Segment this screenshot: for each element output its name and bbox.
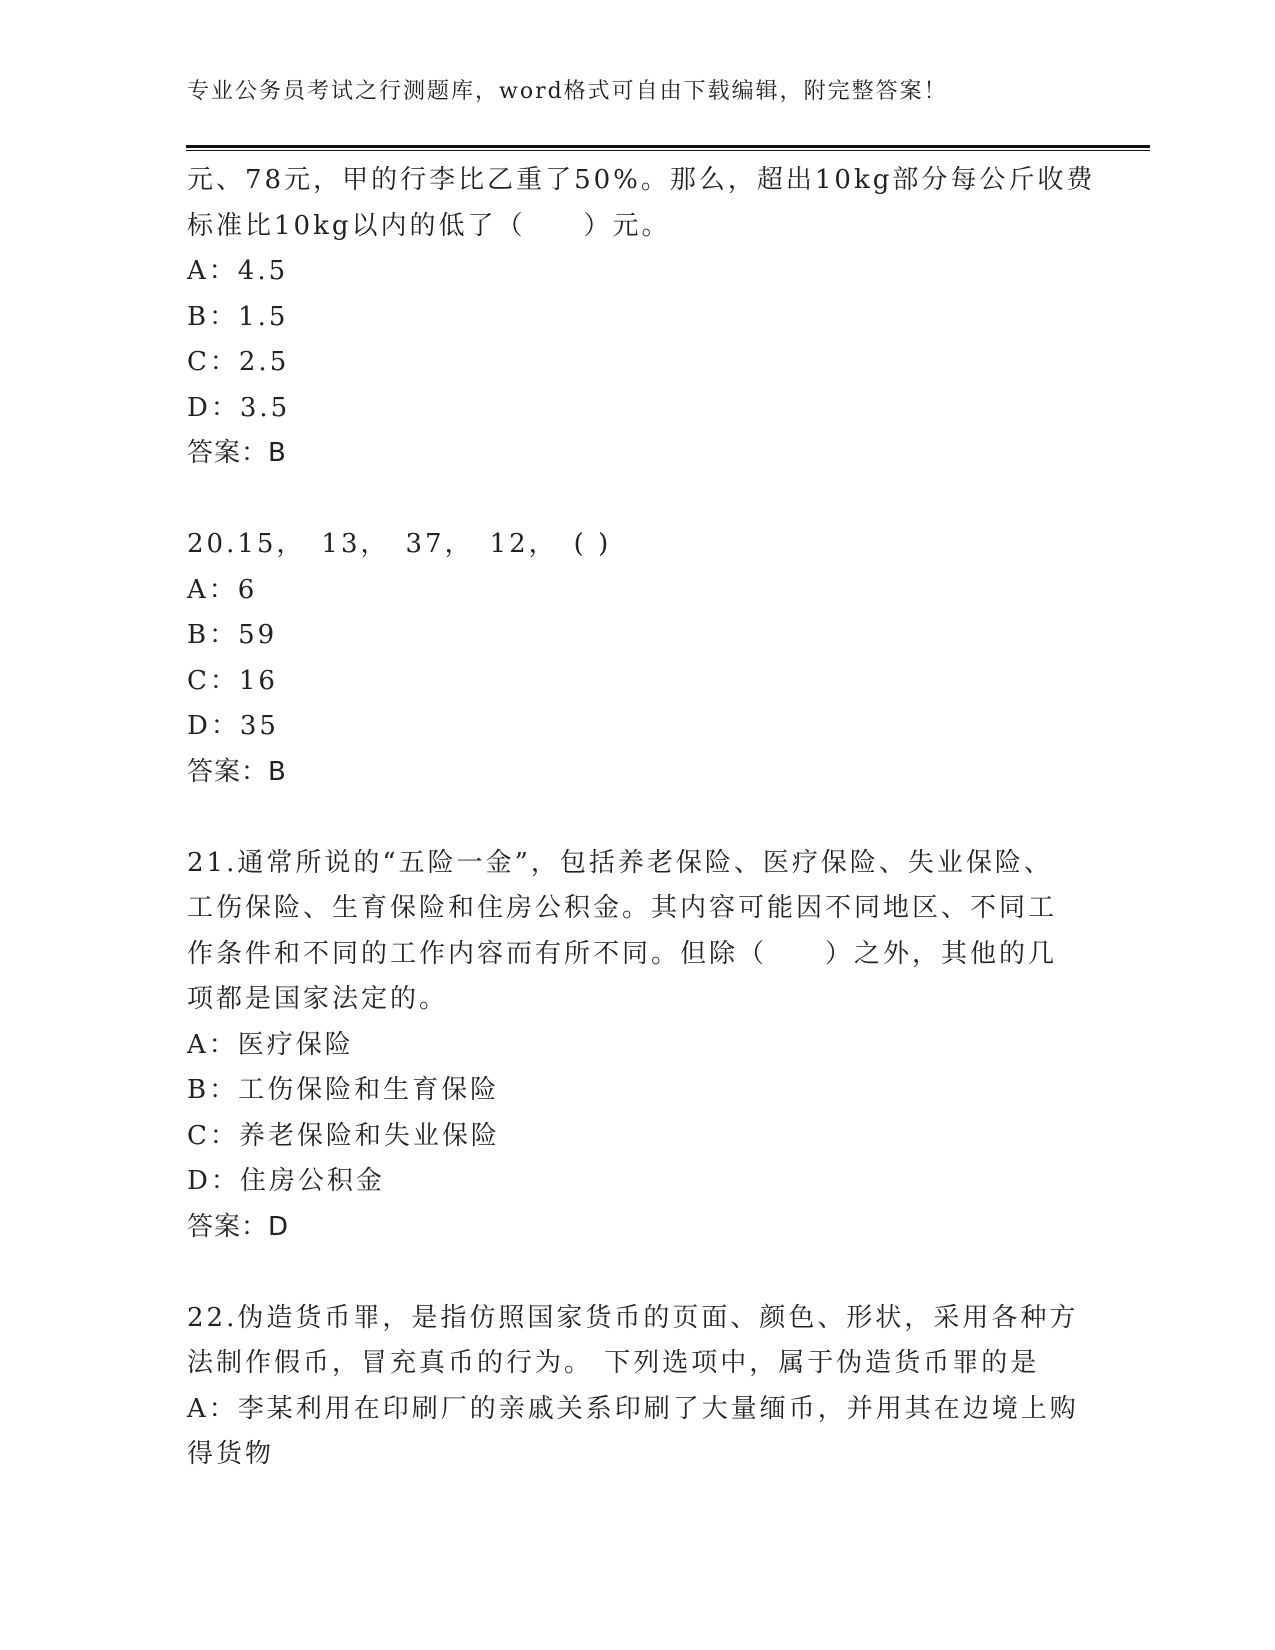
spacer	[187, 1250, 1087, 1296]
question-19-line-2: 标准比10kg以内的低了（ ）元。	[187, 210, 671, 241]
question-21-option-c: C：养老保险和失业保险	[187, 1120, 500, 1151]
question-19-option-a: A：4.5	[187, 256, 289, 286]
question-22-option-a: A：李某利用在印刷厂的亲戚关系印刷了大量缅币，并用其在边境上购	[187, 1393, 1079, 1424]
question-22-line-2: 法制作假币，冒充真币的行为。 下列选项中，属于伪造货币罪的是	[187, 1348, 1040, 1378]
question-21-line-1: 21.通常所说的“五险一金”，包括养老保险、医疗保险、失业保险、	[187, 847, 1053, 878]
question-22	[187, 1296, 1087, 1478]
question-20-answer: 答案：B	[187, 756, 287, 787]
spacer	[187, 477, 1087, 523]
question-20	[187, 522, 1087, 795]
question-22-option-a-cont: 得货物	[187, 1439, 275, 1469]
question-19-answer: 答案：B	[187, 438, 287, 468]
question-21-line-3: 作条件和不同的工作内容而有所不同。但除（ ）之外，其他的几	[187, 938, 1058, 969]
question-21-line-2: 工伤保险、生育保险和住房公积金。其内容可能因不同地区、不同工	[187, 893, 1058, 923]
question-21-option-a: A：医疗保险	[187, 1029, 354, 1060]
header-rule-thin	[186, 150, 1150, 151]
question-19	[187, 158, 1096, 477]
spacer	[187, 795, 1087, 841]
question-20-option-b: B：59	[187, 620, 278, 650]
question-content	[187, 158, 1096, 1478]
question-21	[187, 841, 1087, 1251]
question-19-option-d: D：3.5	[187, 392, 291, 423]
question-19-option-b: B：1.5	[187, 301, 289, 332]
question-21-option-b: B：工伤保险和生育保险	[187, 1075, 500, 1105]
question-20-option-d: D：35	[187, 711, 279, 741]
question-21-option-d: D：住房公积金	[187, 1166, 385, 1196]
question-21-answer: 答案：D	[187, 1211, 290, 1242]
question-22-line-1: 22.伪造货币罪，是指仿照国家货币的页面、颜色、形状，采用各种方	[187, 1302, 1079, 1333]
question-20-line-1: 20.15， 13， 37， 12， ( )	[187, 529, 612, 559]
question-19-line-1: 元、78元，甲的行李比乙重了50%。那么，超出10kg部分每公斤收费	[187, 165, 1096, 195]
header-rule-thick	[186, 145, 1150, 148]
page-header: 专业公务员考试之行测题库，word格式可自由下载编辑，附完整答案！	[187, 79, 948, 104]
question-20-option-a: A：6	[187, 574, 258, 605]
question-21-line-4: 项都是国家法定的。	[187, 984, 449, 1014]
question-20-option-c: C：16	[187, 665, 278, 696]
question-19-option-c: C：2.5	[187, 347, 290, 377]
